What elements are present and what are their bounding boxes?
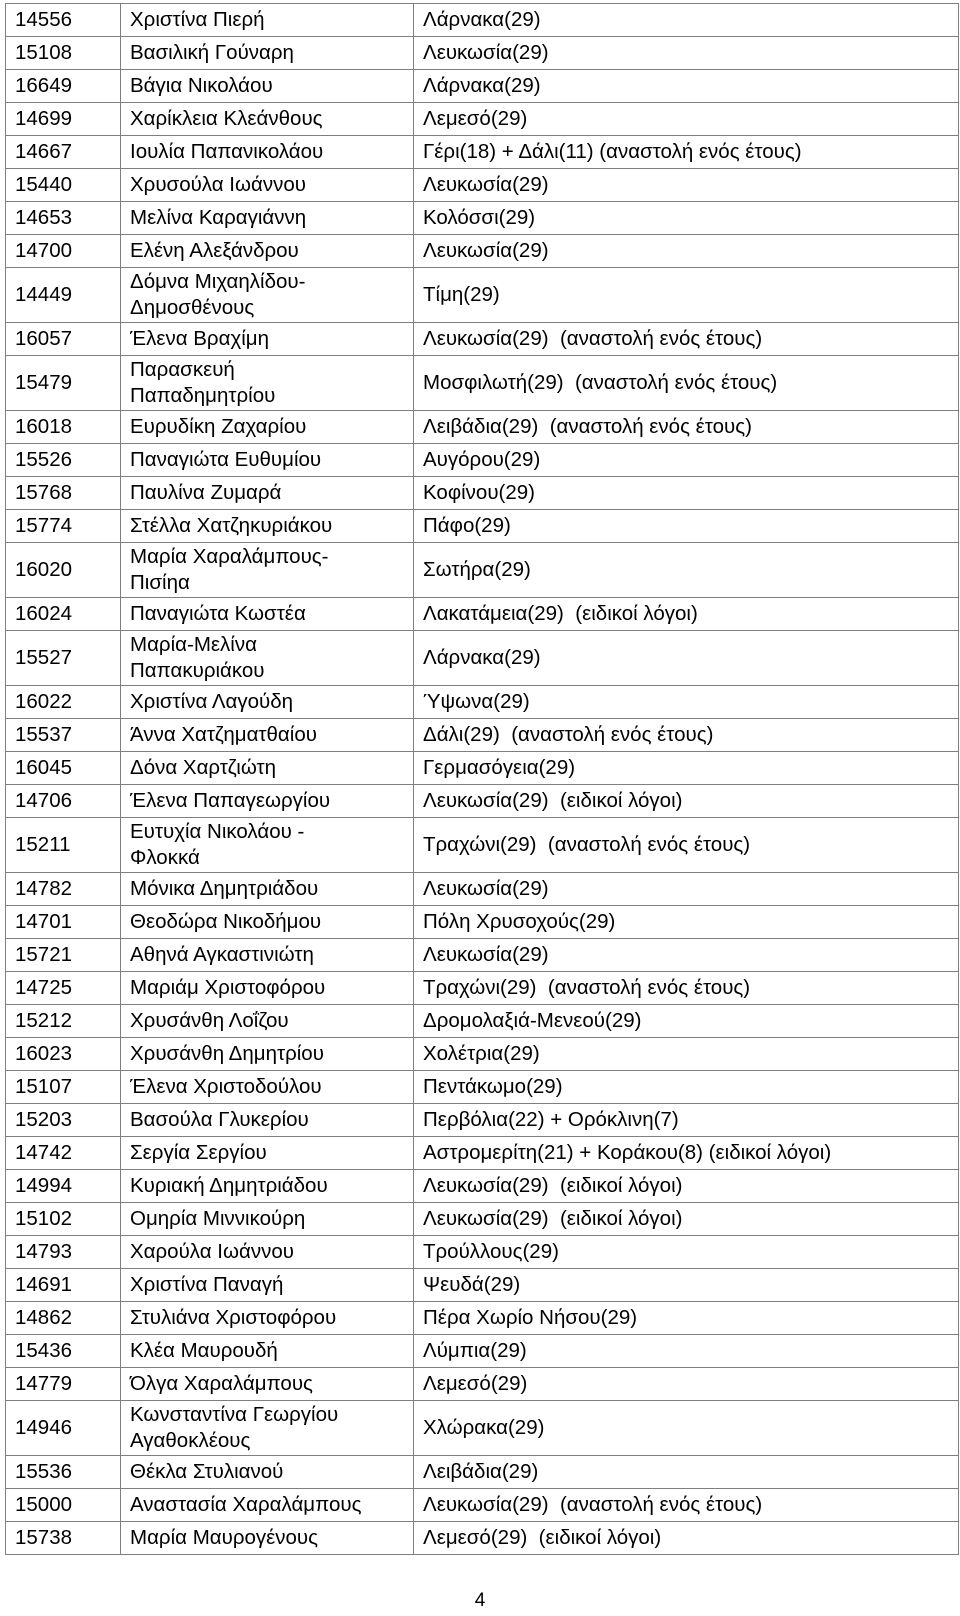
name-text: Ιουλία Παπανικολάου — [130, 140, 324, 164]
registry-number-cell: 16020 — [6, 543, 121, 598]
registry-number-cell: 15108 — [6, 37, 121, 70]
name-cell — [121, 1456, 414, 1489]
table-row — [6, 1005, 959, 1038]
registry-number-cell: 15203 — [6, 1104, 121, 1137]
registry-number-cell: 15212 — [6, 1005, 121, 1038]
name-cell — [121, 323, 414, 356]
name-text: Θέκλα Στυλιανού — [130, 1460, 284, 1484]
registry-number-cell: 16649 — [6, 70, 121, 103]
name-text: Παναγιώτα Κωστέα — [130, 602, 306, 626]
registry-number-cell: 14725 — [6, 972, 121, 1005]
registry-number-cell: 15000 — [6, 1489, 121, 1522]
name-text: Κυριακή Δημητριάδου — [130, 1174, 328, 1198]
name-text: Αναστασία Χαραλάμπους — [130, 1493, 362, 1517]
table-row — [6, 1269, 959, 1302]
registry-number-cell: 14793 — [6, 1236, 121, 1269]
placement-cell: Τρούλλους(29) — [414, 1236, 959, 1269]
name-text: Παρασκευή Παπαδημητρίου — [130, 358, 276, 407]
name-cell — [121, 169, 414, 202]
name-cell — [121, 1489, 414, 1522]
name-text: Έλενα Βραχίμη — [130, 327, 269, 351]
name-cell — [121, 719, 414, 752]
name-text: Μαρία-Μελίνα Παπακυριάκου — [130, 633, 265, 682]
name-cell — [121, 543, 414, 598]
name-cell — [121, 1368, 414, 1401]
name-text: Δόνα Χαρτζιώτη — [130, 756, 277, 780]
registry-number-cell: 16022 — [6, 686, 121, 719]
table-row — [6, 972, 959, 1005]
placement-cell: Λύμπια(29) — [414, 1335, 959, 1368]
placement-cell: Χλώρακα(29) — [414, 1401, 959, 1456]
registry-number-cell: 14449 — [6, 268, 121, 323]
placement-cell: Μοσφιλωτή(29) (αναστολή ενός έτους) — [414, 356, 959, 411]
table-row — [6, 323, 959, 356]
name-cell — [121, 1401, 414, 1456]
registry-number-cell: 15527 — [6, 631, 121, 686]
name-text: Χριστίνα Παναγή — [130, 1273, 284, 1297]
name-text: Αθηνά Αγκαστινιώτη — [130, 943, 314, 967]
name-cell — [121, 510, 414, 543]
table-row — [6, 1335, 959, 1368]
name-text: Μελίνα Καραγιάννη — [130, 206, 307, 230]
name-cell — [121, 1005, 414, 1038]
name-text: Χρυσάνθη Λοΐζου — [130, 1009, 289, 1033]
name-cell — [121, 444, 414, 477]
table-row — [6, 1489, 959, 1522]
table-row — [6, 1170, 959, 1203]
table-row — [6, 631, 959, 686]
registry-number-cell: 15768 — [6, 477, 121, 510]
table-row — [6, 4, 959, 37]
name-text: Παναγιώτα Ευθυμίου — [130, 448, 322, 472]
placement-cell: Λάρνακα(29) — [414, 70, 959, 103]
table-row — [6, 411, 959, 444]
name-cell — [121, 785, 414, 818]
name-text: Κλέα Μαυρουδή — [130, 1339, 278, 1363]
name-cell — [121, 235, 414, 268]
registry-number-cell: 15479 — [6, 356, 121, 411]
table-row — [6, 873, 959, 906]
name-cell — [121, 686, 414, 719]
placement-cell: Ψευδά(29) — [414, 1269, 959, 1302]
name-cell — [121, 972, 414, 1005]
name-cell — [121, 411, 414, 444]
placement-cell: Λάρνακα(29) — [414, 4, 959, 37]
registry-number-cell: 15436 — [6, 1335, 121, 1368]
registry-number-cell: 14691 — [6, 1269, 121, 1302]
name-text: Χριστίνα Πιερή — [130, 8, 265, 32]
name-cell — [121, 1522, 414, 1555]
name-cell — [121, 4, 414, 37]
placement-cell: Λευκωσία(29) (αναστολή ενός έτους) — [414, 1489, 959, 1522]
registry-number-cell: 15738 — [6, 1522, 121, 1555]
name-cell — [121, 939, 414, 972]
table-row — [6, 1203, 959, 1236]
name-text: Χριστίνα Λαγούδη — [130, 690, 294, 714]
name-text: Ομηρία Μιννικούρη — [130, 1207, 306, 1231]
name-cell — [121, 1269, 414, 1302]
placement-cell: Λειβάδια(29) — [414, 1456, 959, 1489]
placement-cell: Τραχώνι(29) (αναστολή ενός έτους) — [414, 818, 959, 873]
name-text: Έλενα Παπαγεωργίου — [130, 789, 331, 813]
placement-cell: Γέρι(18) + Δάλι(11) (αναστολή ενός έτους) — [414, 136, 959, 169]
roster-table — [5, 3, 959, 1555]
table-row — [6, 1456, 959, 1489]
registry-number-cell: 14946 — [6, 1401, 121, 1456]
name-text: Μαρία Μαυρογένους — [130, 1526, 319, 1550]
table-row — [6, 1071, 959, 1104]
table-row — [6, 235, 959, 268]
placement-cell: Λακατάμεια(29) (ειδικοί λόγοι) — [414, 598, 959, 631]
name-text: Μαριάμ Χριστοφόρου — [130, 976, 326, 1000]
placement-cell: Λεμεσό(29) — [414, 1368, 959, 1401]
registry-number-cell: 14653 — [6, 202, 121, 235]
placement-cell: Λευκωσία(29) — [414, 169, 959, 202]
name-cell — [121, 103, 414, 136]
table-row — [6, 444, 959, 477]
placement-cell: Αυγόρου(29) — [414, 444, 959, 477]
placement-cell: Λευκωσία(29) (αναστολή ενός έτους) — [414, 323, 959, 356]
registry-number-cell: 15440 — [6, 169, 121, 202]
table-row — [6, 1368, 959, 1401]
name-text: Κωνσταντίνα Γεωργίου Αγαθοκλέους — [130, 1403, 339, 1452]
registry-number-cell: 15537 — [6, 719, 121, 752]
table-row — [6, 1302, 959, 1335]
name-cell — [121, 873, 414, 906]
placement-cell: Λευκωσία(29) (ειδικοί λόγοι) — [414, 785, 959, 818]
name-text: Έλενα Χριστοδούλου — [130, 1075, 322, 1099]
placement-cell: Δρομολαξιά-Μενεού(29) — [414, 1005, 959, 1038]
registry-number-cell: 16018 — [6, 411, 121, 444]
name-cell — [121, 136, 414, 169]
placement-cell: Κοφίνου(29) — [414, 477, 959, 510]
registry-number-cell: 14667 — [6, 136, 121, 169]
name-cell — [121, 477, 414, 510]
placement-cell: Λάρνακα(29) — [414, 631, 959, 686]
registry-number-cell: 14782 — [6, 873, 121, 906]
placement-cell: Γερμασόγεια(29) — [414, 752, 959, 785]
table-row — [6, 202, 959, 235]
table-row — [6, 1104, 959, 1137]
placement-cell: Ύψωνα(29) — [414, 686, 959, 719]
registry-number-cell: 16057 — [6, 323, 121, 356]
name-cell — [121, 1302, 414, 1335]
placement-cell: Λευκωσία(29) (ειδικοί λόγοι) — [414, 1170, 959, 1203]
table-row — [6, 752, 959, 785]
placement-cell: Λειβάδια(29) (αναστολή ενός έτους) — [414, 411, 959, 444]
placement-cell: Λευκωσία(29) — [414, 873, 959, 906]
name-cell — [121, 268, 414, 323]
name-text: Ευρυδίκη Ζαχαρίου — [130, 415, 307, 439]
registry-number-cell: 14701 — [6, 906, 121, 939]
table-row — [6, 103, 959, 136]
placement-cell: Αστρομερίτη(21) + Κοράκου(8) (ειδικοί λόγοι) — [414, 1137, 959, 1170]
name-cell — [121, 631, 414, 686]
registry-number-cell: 14706 — [6, 785, 121, 818]
registry-number-cell: 16045 — [6, 752, 121, 785]
name-text: Χρυσάνθη Δημητρίου — [130, 1042, 324, 1066]
table-row — [6, 510, 959, 543]
name-text: Βασούλα Γλυκερίου — [130, 1108, 309, 1132]
name-text: Βάγια Νικολάου — [130, 74, 273, 98]
registry-number-cell: 15526 — [6, 444, 121, 477]
registry-number-cell: 16024 — [6, 598, 121, 631]
name-text: Παυλίνα Ζυμαρά — [130, 481, 282, 505]
registry-number-cell: 15211 — [6, 818, 121, 873]
registry-number-cell: 14556 — [6, 4, 121, 37]
name-cell — [121, 1170, 414, 1203]
registry-number-cell: 14994 — [6, 1170, 121, 1203]
roster-body — [6, 4, 959, 1555]
name-text: Μαρία Χαραλάμπους- Πισίηα — [130, 545, 329, 594]
placement-cell: Λεμεσό(29) (ειδικοί λόγοι) — [414, 1522, 959, 1555]
table-row — [6, 1038, 959, 1071]
registry-number-cell: 14862 — [6, 1302, 121, 1335]
name-cell — [121, 906, 414, 939]
name-text: Βασιλική Γούναρη — [130, 41, 294, 65]
table-row — [6, 1236, 959, 1269]
name-cell — [121, 1104, 414, 1137]
registry-number-cell: 14699 — [6, 103, 121, 136]
table-row — [6, 939, 959, 972]
name-cell — [121, 37, 414, 70]
name-cell — [121, 1335, 414, 1368]
table-row — [6, 719, 959, 752]
name-cell — [121, 598, 414, 631]
name-text: Μόνικα Δημητριάδου — [130, 877, 319, 901]
table-row — [6, 818, 959, 873]
registry-number-cell: 16023 — [6, 1038, 121, 1071]
name-text: Ελένη Αλεξάνδρου — [130, 239, 299, 263]
name-text: Χρυσούλα Ιωάννου — [130, 173, 306, 197]
name-cell — [121, 818, 414, 873]
placement-cell: Πάφο(29) — [414, 510, 959, 543]
table-row — [6, 543, 959, 598]
name-cell — [121, 1203, 414, 1236]
registry-number-cell: 14779 — [6, 1368, 121, 1401]
table-row — [6, 356, 959, 411]
placement-cell: Λευκωσία(29) (ειδικοί λόγοι) — [414, 1203, 959, 1236]
registry-number-cell: 15102 — [6, 1203, 121, 1236]
name-cell — [121, 202, 414, 235]
table-row — [6, 598, 959, 631]
registry-number-cell: 14700 — [6, 235, 121, 268]
name-text: Στυλιάνα Χριστοφόρου — [130, 1306, 337, 1330]
table-row — [6, 268, 959, 323]
placement-cell: Τραχώνι(29) (αναστολή ενός έτους) — [414, 972, 959, 1005]
name-text: Άννα Χατζηματθαίου — [130, 723, 317, 747]
name-cell — [121, 356, 414, 411]
placement-cell: Λεμεσό(29) — [414, 103, 959, 136]
placement-cell: Σωτήρα(29) — [414, 543, 959, 598]
name-text: Όλγα Χαραλάμπους — [130, 1372, 313, 1396]
table-row — [6, 477, 959, 510]
name-text: Ευτυχία Νικολάου - Φλοκκά — [130, 820, 305, 869]
registry-number-cell: 15536 — [6, 1456, 121, 1489]
table-row — [6, 1522, 959, 1555]
placement-cell: Λευκωσία(29) — [414, 939, 959, 972]
placement-cell: Πεντάκωμο(29) — [414, 1071, 959, 1104]
name-text: Δόμνα Μιχαηλίδου- Δημοσθένους — [130, 270, 306, 319]
table-row — [6, 37, 959, 70]
table-row — [6, 136, 959, 169]
table-row — [6, 686, 959, 719]
name-text: Στέλλα Χατζηκυριάκου — [130, 514, 333, 538]
placement-cell: Δάλι(29) (αναστολή ενός έτους) — [414, 719, 959, 752]
table-row — [6, 906, 959, 939]
name-cell — [121, 1038, 414, 1071]
name-text: Σεργία Σεργίου — [130, 1141, 267, 1165]
name-cell — [121, 70, 414, 103]
table-row — [6, 1137, 959, 1170]
name-text: Θεοδώρα Νικοδήμου — [130, 910, 322, 934]
name-text: Χαρούλα Ιωάννου — [130, 1240, 294, 1264]
table-row — [6, 169, 959, 202]
registry-number-cell: 15107 — [6, 1071, 121, 1104]
registry-number-cell: 14742 — [6, 1137, 121, 1170]
placement-cell: Χολέτρια(29) — [414, 1038, 959, 1071]
placement-cell: Περβόλια(22) + Ορόκλινη(7) — [414, 1104, 959, 1137]
table-row — [6, 70, 959, 103]
placement-cell: Λευκωσία(29) — [414, 235, 959, 268]
registry-number-cell: 15721 — [6, 939, 121, 972]
table-row — [6, 785, 959, 818]
name-text: Χαρίκλεια Κλεάνθους — [130, 107, 323, 131]
table-row — [6, 1401, 959, 1456]
placement-cell: Πόλη Χρυσοχούς(29) — [414, 906, 959, 939]
name-cell — [121, 1071, 414, 1104]
placement-cell: Λευκωσία(29) — [414, 37, 959, 70]
registry-number-cell: 15774 — [6, 510, 121, 543]
placement-cell: Τίμη(29) — [414, 268, 959, 323]
page-number: 4 — [474, 1590, 486, 1611]
placement-cell: Κολόσσι(29) — [414, 202, 959, 235]
placement-cell: Πέρα Χωρίο Νήσου(29) — [414, 1302, 959, 1335]
name-cell — [121, 752, 414, 785]
name-cell — [121, 1236, 414, 1269]
name-cell — [121, 1137, 414, 1170]
